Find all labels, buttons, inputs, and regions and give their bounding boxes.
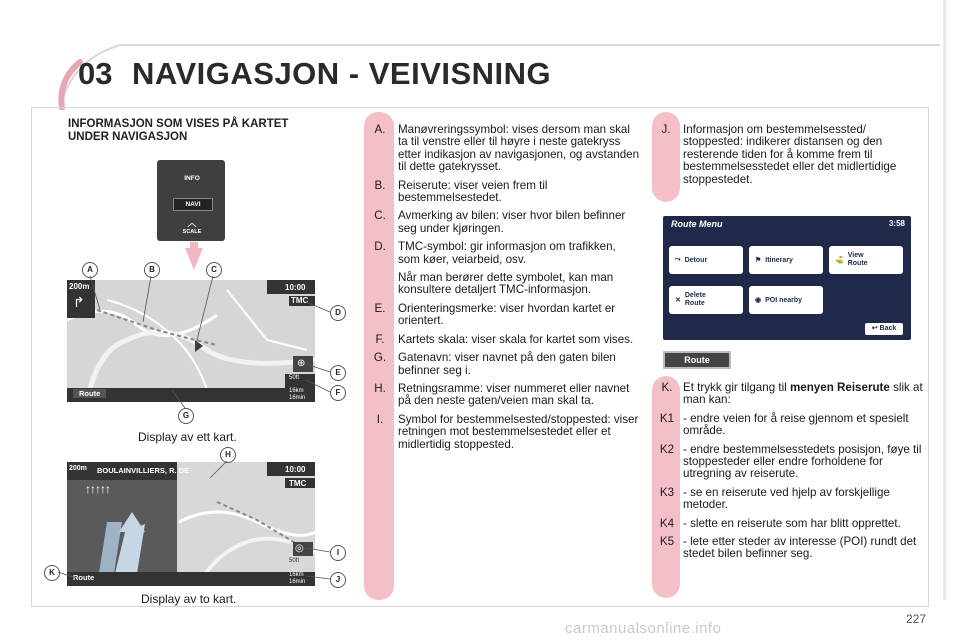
legend-key: K5 (659, 535, 675, 549)
legend-text: Orienteringsmerke: viser hvordan kartet er orientert. (398, 301, 616, 328)
view-route-icon: ⛳ (835, 257, 844, 264)
legend-text: - lete etter steder av interesse (POI) rundt det stedet bilen befinner seg. (683, 535, 917, 561)
back-label: Back (879, 325, 897, 332)
legend-item-g (368, 352, 640, 377)
legend-key: C. (374, 209, 386, 223)
watermark: carmanualsonline.info (565, 620, 722, 637)
callout-i: I (330, 545, 346, 561)
map2-tmc-icon[interactable]: TMC (289, 479, 307, 488)
callout-j: J (330, 572, 346, 588)
legend-list-a-i (368, 124, 640, 457)
legend-text: Avmerking av bilen: viser hvor bilen befinner seg under kjøringen. (398, 209, 626, 235)
map1-distance: 16km (289, 388, 304, 394)
legend-key: K3 (659, 485, 675, 499)
legend-list-k (655, 382, 929, 567)
legend-key: F. (375, 332, 385, 346)
legend-item-a (368, 124, 640, 174)
legend-item-k (655, 382, 929, 407)
legend-item-c (368, 210, 640, 235)
legend-key: G. (373, 351, 387, 365)
legend-text (683, 382, 929, 407)
delete-route-icon: ✕ (675, 297, 681, 304)
view-route-label: View Route (847, 252, 868, 267)
caption-dual-map: Display av to kart. (141, 592, 237, 606)
callout-k: K (44, 565, 60, 581)
back-arrow-icon: ↩ (871, 325, 878, 332)
poi-icon: ◉ (755, 297, 762, 304)
delete-route-label: Delete Route (684, 292, 706, 307)
map2-time: 10:00 (285, 465, 306, 474)
map2-scale: 50ft (289, 558, 300, 564)
route-menu-screen (663, 216, 911, 340)
section-heading-line1: INFORMASJON SOM VISES PÅ KARTET (68, 118, 289, 130)
legend-text: Symbol for bestemmelsested/stoppested: viser retningen mot bestemmelsestedet eller et midlertidig stoppested. (398, 412, 639, 451)
k-text-after: slik at man kan: (683, 381, 923, 407)
scale-button-label: SCALE (182, 229, 202, 235)
map1-time: 10:00 (285, 283, 306, 292)
legend-key: A. (374, 123, 386, 136)
info-button-label: INFO (184, 175, 200, 182)
destination-direction-icon: ◎ (295, 543, 304, 554)
legend-key: E. (374, 301, 386, 315)
legend-key: H. (374, 381, 386, 395)
section-heading-line2: UNDER NAVIGASJON (68, 131, 188, 143)
map2-callout-lines (0, 0, 360, 600)
legend-item-h (368, 383, 640, 408)
callout-d: D (330, 305, 346, 321)
page-number: 227 (905, 612, 926, 626)
back-button[interactable] (865, 323, 903, 335)
legend-key: K4 (659, 516, 675, 530)
legend-key: D. (374, 240, 386, 254)
route-button[interactable]: Route (663, 351, 731, 369)
itinerary-label: Itinerary (765, 256, 793, 264)
legend-item-e (368, 303, 640, 328)
map2-route-button[interactable]: Route (73, 573, 95, 582)
chapter-title: NAVIGASJON - VEIVISNING (132, 56, 552, 91)
detour-icon: ⤳ (675, 256, 681, 263)
detour-button[interactable] (669, 246, 743, 274)
legend-key: B. (374, 178, 386, 192)
legend-text: Kartets skala: viser skala for kartet som vises. (398, 332, 634, 346)
callout-e: E (330, 365, 346, 381)
legend-text: TMC-symbol: gir informasjon om trafikken, som køer, veiarbeid, osv. (398, 240, 616, 266)
page-edge-rule (943, 0, 946, 600)
caption-single-map: Display av ett kart. (138, 430, 237, 444)
compass-icon: ⊕ (297, 358, 306, 369)
map1-duration: 16min (289, 394, 306, 401)
legend-item-k1 (655, 413, 929, 438)
view-route-button[interactable] (829, 246, 903, 274)
callout-b: B (144, 262, 160, 278)
navi-button-label: NAVI (173, 198, 213, 211)
legend-item-k4 (655, 518, 929, 530)
callout-a: A (82, 262, 98, 278)
detour-label: Detour (684, 256, 708, 264)
itinerary-button[interactable] (749, 246, 823, 274)
route-menu-title: Route Menu (671, 219, 723, 229)
legend-item-d (368, 241, 640, 266)
map2-street-name: BOULAINVILLIERS, R. DE (97, 466, 190, 475)
legend-text: Gatenavn: viser navnet på den gaten bilen befinner seg i. (398, 351, 616, 377)
itinerary-icon: ⚑ (755, 257, 762, 264)
k-text-before: Et trykk gir tilgang til (683, 381, 790, 394)
callout-h: H (220, 447, 236, 463)
map1-route-button[interactable]: Route (73, 389, 106, 398)
callout-c: C (206, 262, 222, 278)
legend-key: J. (661, 123, 671, 136)
legend-item-k2 (655, 444, 929, 481)
legend-item-i (368, 414, 640, 451)
legend-key: K1 (659, 411, 675, 425)
legend-key: I. (376, 412, 384, 426)
legend-text: Retningsramme: viser nummeret eller navnet på den neste gaten/veien man skal ta. (398, 381, 630, 408)
legend-text: Manøvreringssymbol: vises dersom man skal ta til venstre eller til høyre i neste gatekryss etter indikasjon av navigasjonen, og avstanden til dette gatekrysset. (398, 123, 640, 174)
map2-distance: 16km (289, 572, 304, 578)
route-menu-time: 3:58 (888, 219, 905, 228)
legend-item-d-note: Når man berører dette symbolet, kan man konsultere detaljert TMC-informasjon. (398, 271, 614, 297)
map1-tmc-icon[interactable]: TMC (291, 296, 309, 305)
map2-duration: 16min (289, 578, 306, 585)
legend-text: Informasjon om bestemmelsessted/ stoppested: indikerer distansen og den resterende tiden for å komme frem til bestemmelsesstedet eller det midlertidige stoppestedet. (683, 123, 897, 186)
map1-scale: 50ft (289, 375, 300, 381)
chevron-up-icon: ︿ (187, 218, 197, 228)
callout-g: G (178, 408, 194, 424)
legend-key: K2 (659, 442, 675, 456)
legend-text: - se en reiserute ved hjelp av forskjellige metoder. (683, 485, 890, 512)
map2-speed: 200m (69, 465, 87, 472)
lane-arrows-icon: ↑↑↑↑↑ (85, 482, 110, 496)
legend-text: - slette en reiserute som har blitt opprettet. (683, 516, 901, 530)
delete-route-button[interactable] (669, 286, 743, 314)
turn-arrow-icon: ↱ (73, 294, 85, 310)
k-text-bold: menyen Reiserute (789, 381, 890, 394)
map1-speed: 200m (69, 282, 90, 291)
legend-item-k3 (655, 487, 929, 512)
legend-text: - endre bestemmelsesstedets posisjon, føye til stoppesteder eller endre forholdene for utregning av reiserute. (683, 442, 922, 481)
legend-key: K. (661, 381, 673, 394)
legend-item-f (368, 334, 640, 346)
poi-nearby-button[interactable] (749, 286, 823, 314)
legend-item-j (655, 124, 927, 192)
legend-item-k5 (655, 536, 929, 561)
legend-text: Reiserute: viser veien frem til bestemmelsestedet. (398, 178, 548, 205)
poi-nearby-label: POI nearby (765, 296, 803, 304)
legend-text: - endre veien for å reise gjennom et spesielt område. (683, 411, 909, 438)
chapter-number: 03 (78, 56, 113, 91)
legend-item-b (368, 180, 640, 205)
callout-f: F (330, 385, 346, 401)
